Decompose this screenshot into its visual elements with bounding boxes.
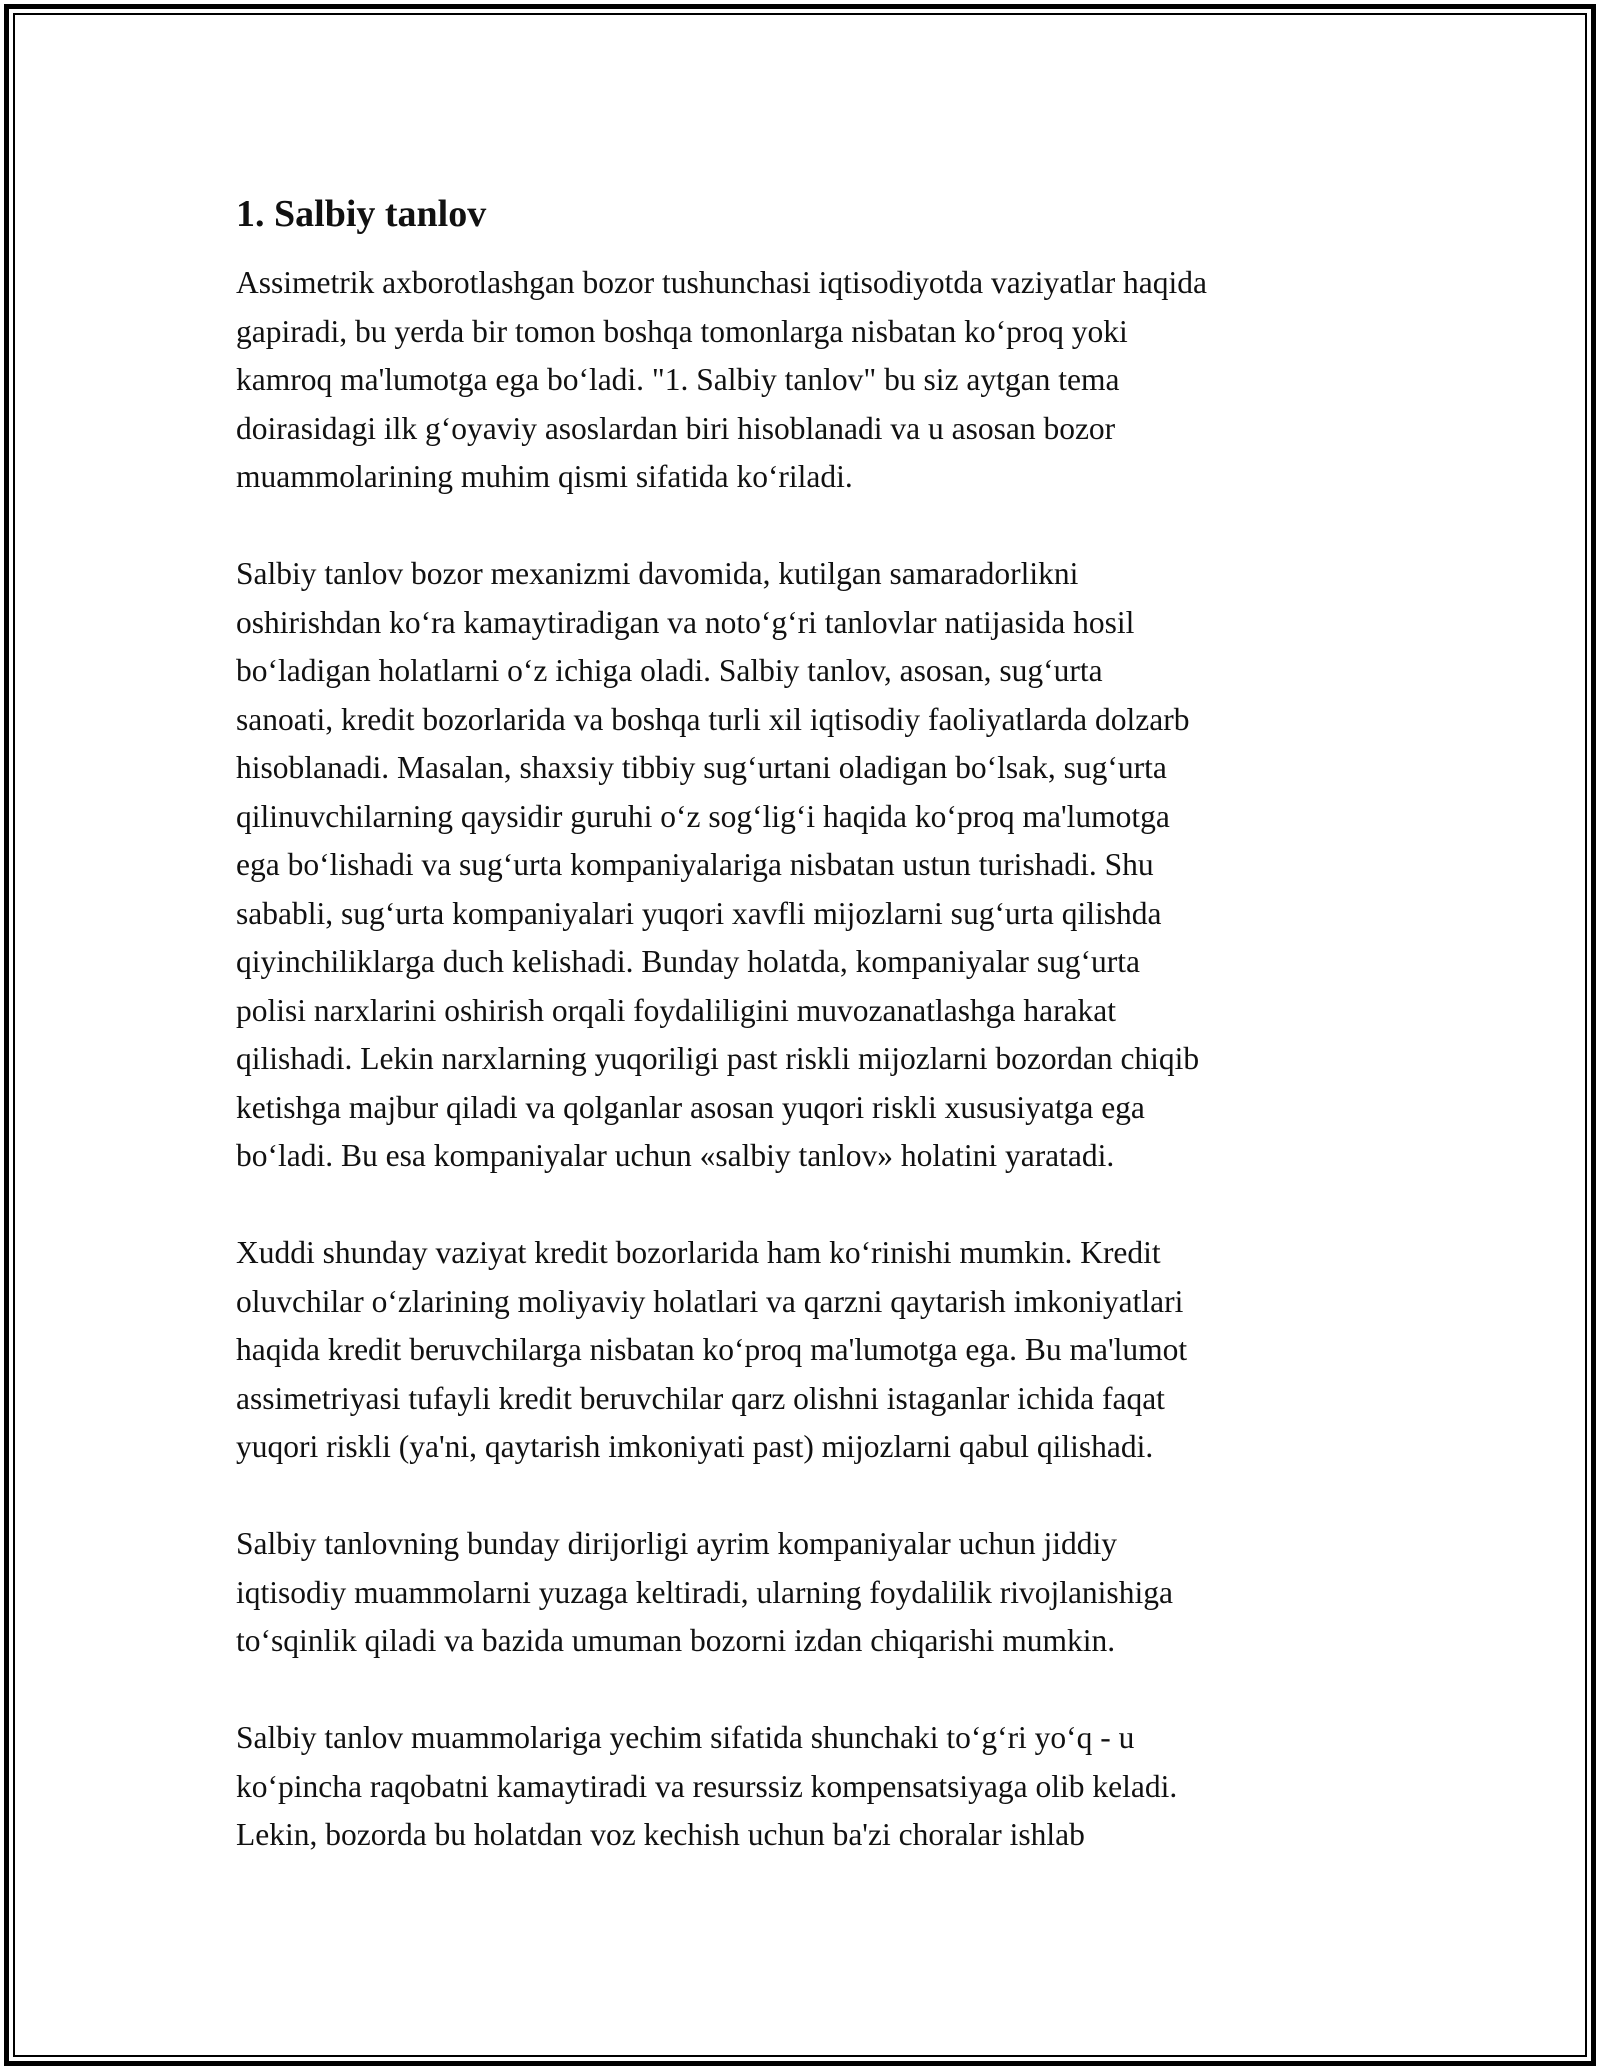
- text-line: koʻpincha raqobatni kamaytiradi va resurssiz kompensatsiyaga olib keladi.: [236, 1768, 1178, 1804]
- text-line: ketishga majbur qiladi va qolganlar asosan yuqori riskli xususiyatga ega: [236, 1089, 1145, 1125]
- text-line: Salbiy tanlov bozor mexanizmi davomida, kutilgan samaradorlikni: [236, 556, 1079, 591]
- text-line: yuqori riskli (ya'ni, qaytarish imkoniyati past) mijozlarni qabul qilishadi.: [236, 1429, 1154, 1464]
- paragraph-4: [236, 1520, 1376, 1666]
- text-line: hisoblanadi. Masalan, shaxsiy tibbiy sugʻurtani oladigan boʻlsak, sugʻurta: [236, 750, 1167, 785]
- text-line: muammolarining muhim qismi sifatida koʻriladi.: [236, 459, 853, 494]
- text-line: doirasidagi ilk gʻoyaviy asoslardan biri hisoblanadi va u asosan bozor: [236, 410, 1116, 446]
- text-line: sanoati, kredit bozorlarida va boshqa turli xil iqtisodiy faoliyatlarda dolzarb: [236, 701, 1190, 737]
- text-line: polisi narxlarini oshirish orqali foydaliligini muvozanatlashga harakat: [236, 992, 1117, 1028]
- text-line: assimetriyasi tufayli kredit beruvchilar qarz olishni istaganlar ichida faqat: [236, 1380, 1165, 1416]
- text-line: oluvchilar oʻzlarining moliyaviy holatlari va qarzni qaytarish imkoniyatlari: [236, 1283, 1184, 1319]
- text-line: boʻladigan holatlarni oʻz ichiga oladi. Salbiy tanlov, asosan, sugʻurta: [236, 653, 1103, 688]
- text-line: ega boʻlishadi va sugʻurta kompaniyalariga nisbatan ustun turishadi. Shu: [236, 847, 1154, 882]
- text-line: qilishadi. Lekin narxlarning yuqoriligi past riskli mijozlarni bozordan chiqib: [236, 1041, 1200, 1076]
- paragraph-5: [236, 1714, 1376, 1860]
- text-line: qilinuvchilarning qaysidir guruhi oʻz sogʻligʻi haqida koʻproq ma'lumotga: [236, 798, 1170, 834]
- text-line: haqida kredit beruvchilarga nisbatan koʻproq ma'lumotga ega. Bu ma'lumot: [236, 1332, 1188, 1367]
- text-line: Salbiy tanlov muammolariga yechim sifatida shunchaki toʻgʻri yoʻq - u: [236, 1720, 1135, 1755]
- text-line: Xuddi shunday vaziyat kredit bozorlarida ham koʻrinishi mumkin. Kredit: [236, 1235, 1161, 1270]
- section-heading: 1. Salbiy tanlov: [236, 193, 487, 235]
- paragraph-3: [236, 1229, 1376, 1472]
- text-line: Assimetrik axborotlashgan bozor tushunchasi iqtisodiyotda vaziyatlar haqida: [236, 265, 1208, 300]
- text-line: kamroq ma'lumotga ega boʻladi. "1. Salbiy tanlov" bu siz aytgan tema: [236, 362, 1120, 397]
- text-line: gapiradi, bu yerda bir tomon boshqa tomonlarga nisbatan koʻproq yoki: [236, 313, 1128, 349]
- text-line: Lekin, bozorda bu holatdan voz kechish uchun ba'zi choralar ishlab: [236, 1817, 1085, 1852]
- text-line: sababli, sugʻurta kompaniyalari yuqori xavfli mijozlarni sugʻurta qilishda: [236, 895, 1162, 931]
- document-body: [236, 187, 1376, 1908]
- paragraph-2: [236, 550, 1376, 1181]
- text-line: Salbiy tanlovning bunday dirijorligi ayrim kompaniyalar uchun jiddiy: [236, 1526, 1117, 1561]
- text-line: oshirishdan koʻra kamaytiradigan va notoʻgʻri tanlovlar natijasida hosil: [236, 604, 1135, 640]
- text-line: iqtisodiy muammolarni yuzaga keltiradi, ularning foydalilik rivojlanishiga: [236, 1574, 1173, 1610]
- text-line: qiyinchiliklarga duch kelishadi. Bunday holatda, kompaniyalar sugʻurta: [236, 944, 1140, 979]
- paragraph-1: [236, 259, 1376, 502]
- text-line: boʻladi. Bu esa kompaniyalar uchun «salbiy tanlov» holatini yaratadi.: [236, 1138, 1115, 1173]
- text-line: toʻsqinlik qiladi va bazida umuman bozorni izdan chiqarishi mumkin.: [236, 1623, 1116, 1658]
